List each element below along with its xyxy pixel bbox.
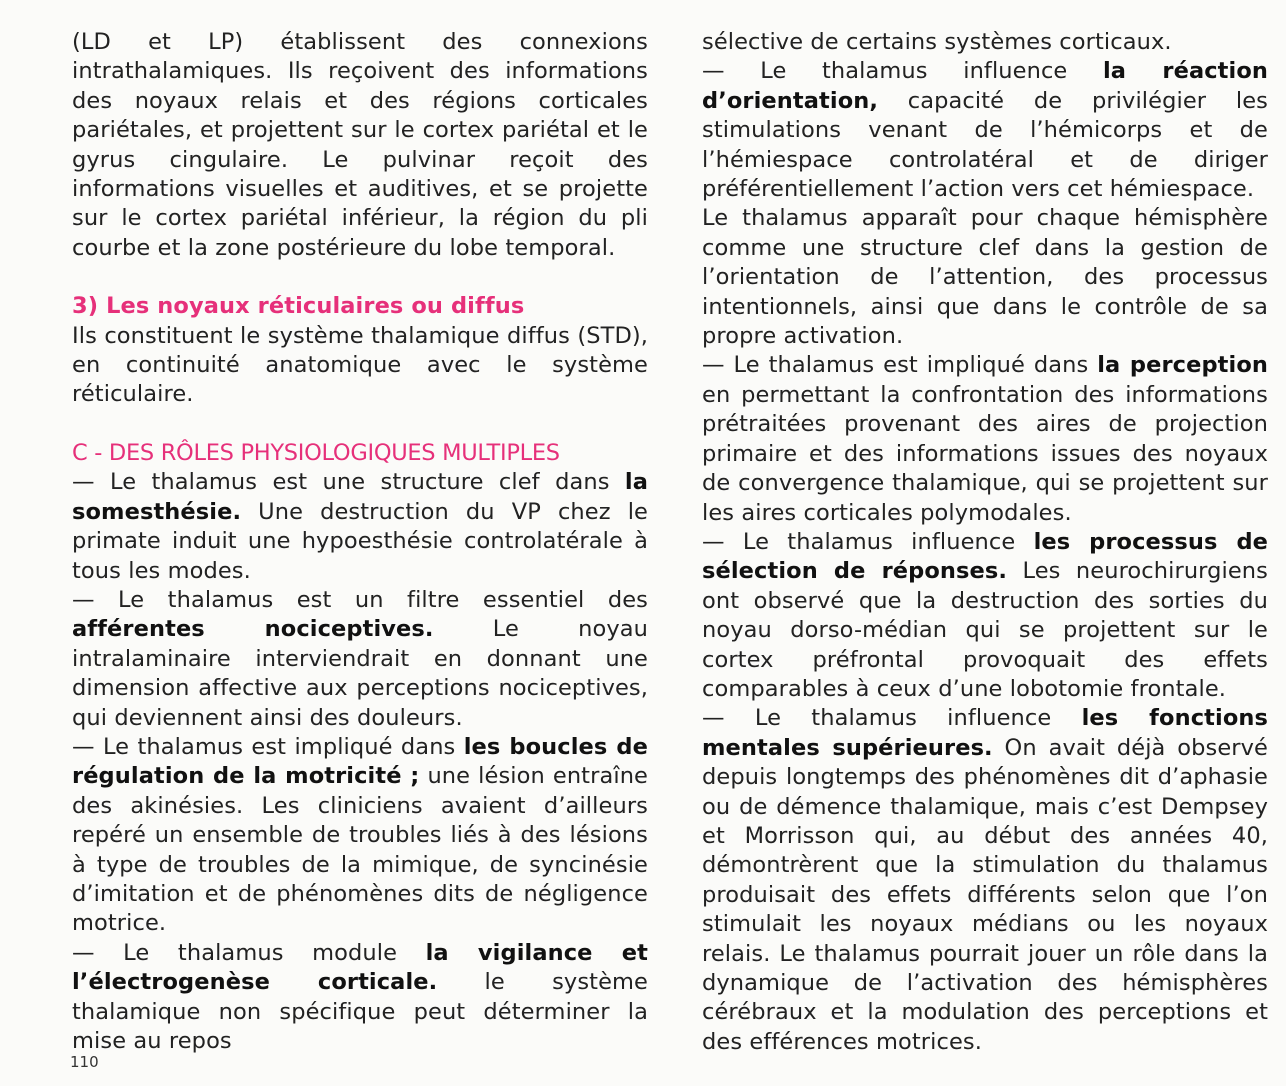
- bullet-perception: [702, 351, 1268, 527]
- bullet-keyword: afférentes nociceptives.: [72, 616, 434, 643]
- bullet-text: en permettant la confrontation des informations prétraitées provenant des aires de projection primaire et des informations issues des noyaux de convergence thalamique, qui se projettent sur les aires corticales polymodales.: [702, 381, 1268, 526]
- bullet-keyword: la vigilance et l’électrogenèse corticale.: [72, 939, 648, 996]
- bullet-keyword: la perception: [1097, 352, 1269, 379]
- bullet-text: le système thalamique non spécifique peut déterminer la mise au repos: [72, 969, 648, 1054]
- continuation-paragraph: sélective de certains systèmes corticaux.: [702, 29, 1172, 55]
- bullet-text: — Le thalamus est impliqué dans: [702, 352, 1098, 379]
- bullet-text: Une destruction du VP chez le primate induit une hypoesthésie controlatérale à tous les modes.: [72, 498, 648, 584]
- bullet-text: Le noyau intralaminaire interviendrait en donnant une dimension affective aux perceptions nociceptives, qui deviennent ainsi des douleurs.: [72, 616, 648, 731]
- bullet-keyword: la réaction d’orientation,: [702, 58, 1269, 114]
- bullet-text: — Le thalamus est une structure clef dans: [72, 469, 625, 496]
- bullet-text: — Le thalamus est impliqué dans: [72, 733, 464, 760]
- bullet-text: — Le thalamus influence: [702, 528, 1034, 555]
- bullet-text: — Le thalamus module: [72, 939, 426, 966]
- bullet-fonctions-mentales: [702, 704, 1268, 1057]
- bullet-text: — Le thalamus influence: [702, 58, 1103, 85]
- bullet-keyword: les boucles de régulation de la motricité ;: [72, 733, 648, 790]
- bullet-keyword: les fonctions mentales supérieures.: [702, 705, 1268, 761]
- bullet-text: capacité de privilégier les stimulations venant de l’hémicorps et de l’hémiespace controlatéral et de diriger préférentiellement l’action vers cet hémiespace.: [702, 87, 1268, 203]
- intro-paragraph: (LD et LP) établissent des connexions intrathalamiques. Ils reçoivent des informations des noyaux relais et des régions corticales pariétales, et projettent sur le cortex pariétal et le gyrus cingulaire. Le pulvinar reçoit des informations visuelles et auditives, et se projette sur le cortex pariétal inférieur, la région du pli courbe et la zone postérieure du lobe temporal.: [72, 29, 648, 261]
- bullet-selection: [702, 528, 1268, 704]
- bullet-text: une lésion entraîne des akinésies. Les cliniciens avaient d’ailleurs repéré un ensemble de troubles liés à des lésions à type de troubles de la mimique, de syncinésie d’imitation et de phénomènes dits de négligence motrice.: [72, 763, 649, 937]
- right-column: [702, 28, 1268, 1057]
- reticular-paragraph: Ils constituent le système thalamique diffus (STD), en continuité anatomique avec le système réticulaire.: [72, 322, 648, 408]
- section-heading-roles: C - DES RÔLES PHYSIOLOGIQUES MULTIPLES: [72, 439, 560, 466]
- bullet-vigilance: [72, 939, 648, 1057]
- bullet-keyword: la somesthésie.: [72, 469, 648, 525]
- bullet-orientation: [702, 57, 1268, 204]
- bullet-motricite: [72, 733, 648, 939]
- bullet-keyword: les processus de sélection de réponses.: [702, 528, 1269, 585]
- attention-paragraph: Le thalamus apparaît pour chaque hémisphère comme une structure clef dans la gestion de l’orientation de l’attention, des processus intentionnels, ainsi que dans le contrôle de sa propre activation.: [702, 205, 1268, 350]
- left-column: [72, 28, 648, 1056]
- bullet-somesthesie: [72, 468, 648, 586]
- bullet-text: — Le thalamus est un filtre essentiel des: [72, 586, 648, 613]
- section-heading-reticular: 3) Les noyaux réticulaires ou diffus: [72, 293, 525, 320]
- bullet-text: Les neurochirurgiens ont observé que la destruction des sorties du noyau dorso-médian qui se projettent sur le cortex préfrontal provoquait des effets comparables à ceux d’une lobotomie frontale.: [702, 558, 1268, 702]
- page-number: 110: [70, 1053, 99, 1071]
- bullet-text: On avait déjà observé depuis longtemps des phénomènes dit d’aphasie ou de démence thalamique, mais c’est Dempsey et Morrisson qui, au début des années 40, démontrèrent que la stimulation du thalamus produisait des effets différents selon que l’on stimulait les noyaux médians ou les noyaux relais. Le thalamus pourrait jouer un rôle dans la dynamique de l’activation des hémisphères cérébraux et la modulation des perceptions et des efférences motrices.: [702, 734, 1268, 1055]
- bullet-nociceptives: [72, 586, 648, 733]
- bullet-text: — Le thalamus influence: [702, 705, 1082, 732]
